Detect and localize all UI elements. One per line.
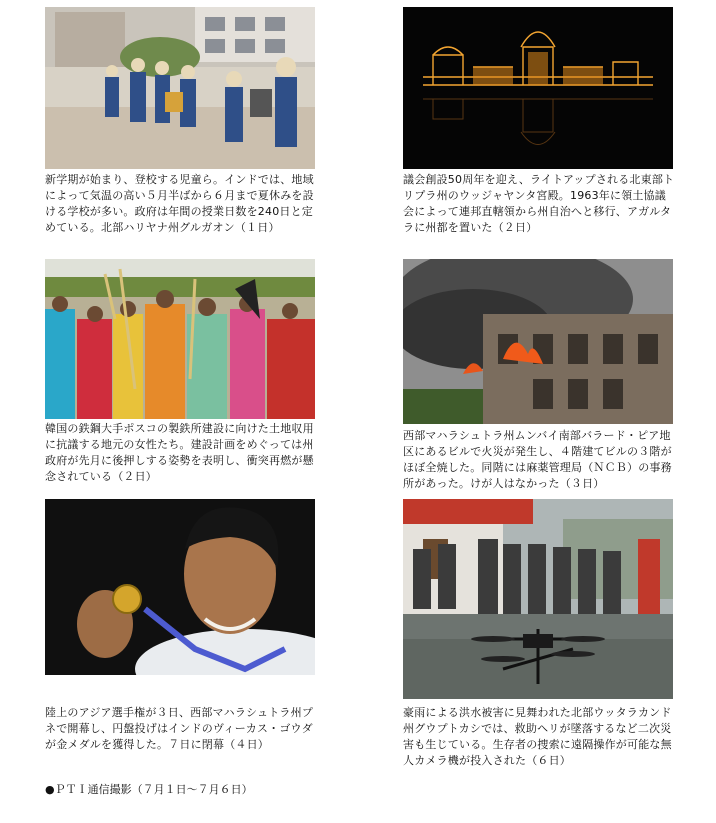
photo-building-fire [403, 259, 673, 424]
caption-athlete-medal: 陸上のアジア選手権が３日、西部マハラシュトラ州プネで開幕し、円盤投げはインドのヴィーカス・ゴウダが金メダルを獲得した。７日に閉幕（４日） [45, 706, 314, 751]
photo-palace-lights [403, 7, 673, 169]
caption-building-fire: 西部マハラシュトラ州ムンバイ南部バラード・ピア地区にあるビルで火災が発生し、４階建てビルの３階がほぼ全焼した。同階には麻薬管理局（ＮＣＢ）の事務所があった。けが人はなかった（３日） [403, 429, 672, 490]
photo-credit: ●ＰＴＩ通信撮影（７月１日～７月６日） [45, 783, 253, 796]
photo-drone-rescue [403, 499, 673, 699]
caption-women-protest: 韓国の鉄鋼大手ポスコの製鉄所建設に向けた土地収用に抗議する地元の女性たち。建設計画をめぐっては州政府が先月に後押しする姿勢を表明し、衝突再燃が懸念されている（２日） [45, 422, 314, 483]
caption-drone-rescue: 豪雨による洪水被害に見舞われた北部ウッタラカンド州グウプトカシでは、救助ヘリが墜落するなど二次災害も生じている。生存者の捜索に遠隔操作が可能な無人カメラ機が投入された（６日） [403, 706, 672, 767]
photo-athlete-medal [45, 499, 315, 675]
photo-women-protest [45, 259, 315, 419]
photo-school-children [45, 7, 315, 169]
caption-school-children: 新学期が始まり、登校する児童ら。インドでは、地域によって気温の高い５月半ばから６月まで夏休みを設ける学校が多い。政府は年間の授業日数を240日と定めている。北部ハリヤナ州グルガオン（１日） [45, 173, 314, 234]
caption-palace-lights: 議会創設50周年を迎え、ライトアップされる北東部トリプラ州のウッジャヤンタ宮殿。1963年に領土協議会によって連邦直轄領から州自治へと移行、アガルタラに州都を置いた（２日） [403, 173, 675, 234]
